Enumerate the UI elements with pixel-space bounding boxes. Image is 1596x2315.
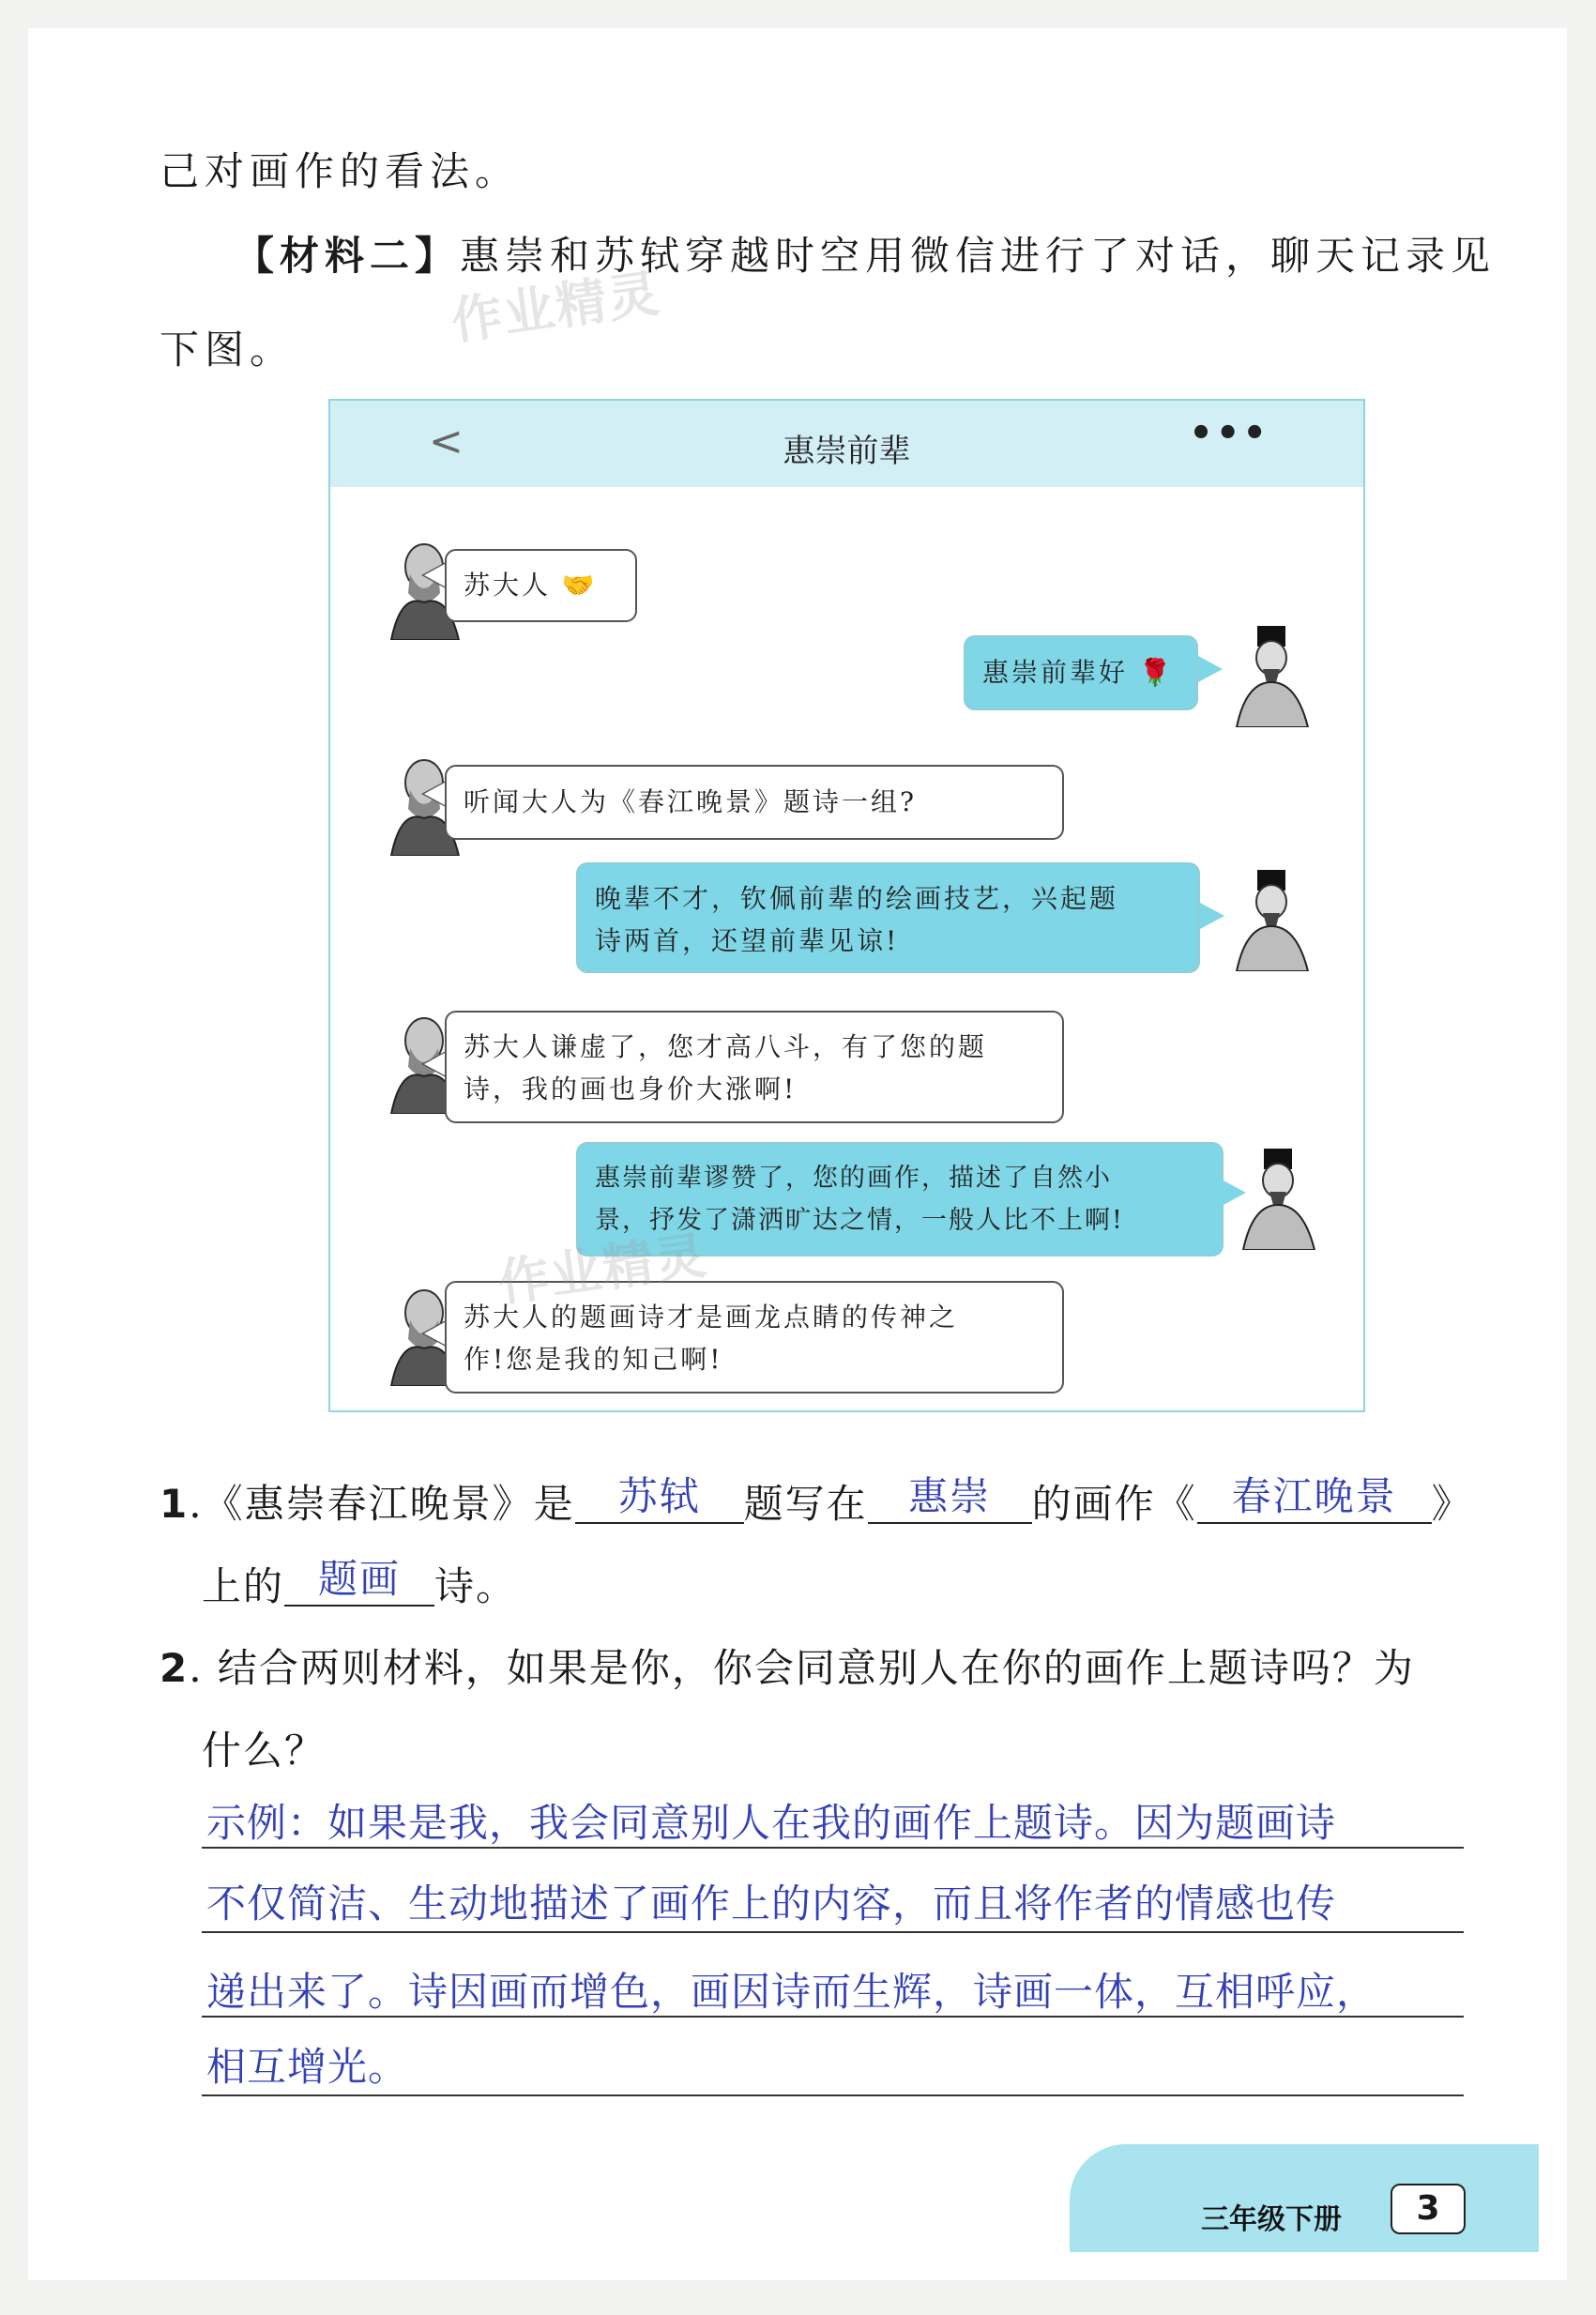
question-1-line-2: [202, 1556, 517, 1614]
message-text-line-2: 诗，我的画也身价大涨啊!: [464, 1074, 798, 1104]
message-bubble-5: [445, 1011, 1064, 1123]
question-text: 题写在: [743, 1481, 868, 1527]
question-text: 诗。: [434, 1563, 518, 1609]
material-text: 惠崇和苏轼穿越时空用微信进行了对话，聊天记录见: [460, 233, 1497, 279]
message-text: 惠崇前辈好 🌹: [982, 657, 1175, 688]
answer-blank-4[interactable]: 题画: [284, 1548, 434, 1607]
watermark: 作业精灵: [448, 263, 664, 352]
answer-rule[interactable]: [202, 1847, 1464, 1849]
answer-line-text-2: 不仅简洁、生动地描述了画作上的内容，而且将作者的情感也传: [206, 1881, 1337, 1927]
question-text: 上的: [202, 1563, 285, 1609]
answer-blank-2[interactable]: 惠崇: [868, 1466, 1032, 1524]
message-text-line-1: 晚辈不才，钦佩前辈的绘画技艺，兴起题: [595, 883, 1119, 914]
avatar-hui-chong: [1229, 868, 1314, 971]
answer-blank-3[interactable]: 春江晚景: [1197, 1466, 1432, 1524]
message-text-line-2: 作!您是我的知己啊!: [464, 1344, 723, 1375]
bubble-tail: [421, 1320, 446, 1347]
page-number: 3: [1391, 2184, 1466, 2234]
answer-line-text-1: 示例：如果是我，我会同意别人在我的画作上题诗。因为题画诗: [206, 1800, 1337, 1846]
avatar-hui-chong: [1236, 1147, 1320, 1250]
bubble-tail: [1198, 656, 1223, 682]
question-text: .《惠崇春江晚景》是: [189, 1481, 575, 1527]
intro-line-3: 下图。: [160, 327, 296, 373]
bubble-tail: [421, 562, 446, 588]
avatar-hui-chong: [1229, 624, 1314, 727]
answer-rule[interactable]: [202, 2094, 1464, 2096]
question-2-line-2: 什么？: [202, 1728, 327, 1774]
answer-blank-1[interactable]: 苏轼: [575, 1466, 744, 1524]
answer-line-text-3: 递出来了。诗因画而增色，画因诗而生辉，诗画一体，互相呼应，: [206, 1969, 1377, 2015]
bubble-tail: [421, 1051, 446, 1077]
message-bubble-1: [445, 549, 637, 622]
question-text: 》: [1431, 1481, 1473, 1527]
message-text-line-1: 苏大人的题画诗才是画龙点睛的传神之: [464, 1302, 959, 1333]
question-2-line-1: [160, 1637, 1415, 1694]
message-text-line-1: 惠崇前辈谬赞了，您的画作，描述了自然小: [595, 1164, 1112, 1193]
message-bubble-3: [445, 765, 1064, 840]
watermark: 作业精灵: [494, 1225, 711, 1314]
intro-line-1: 己对画作的看法。: [160, 148, 521, 194]
more-icon[interactable]: •••: [1189, 412, 1269, 455]
bubble-tail: [1200, 903, 1224, 929]
material-two-paragraph: [235, 225, 1496, 282]
message-bubble-2: [964, 635, 1198, 710]
question-text: 的画作《: [1031, 1481, 1197, 1527]
answer-rule[interactable]: [202, 2016, 1464, 2018]
bubble-tail: [421, 781, 446, 807]
question-2-number: 2: [160, 1645, 190, 1691]
question-1-line-1: [160, 1473, 1473, 1531]
material-label: 【材料二】: [235, 233, 461, 279]
chat-title: 惠崇前辈: [783, 433, 911, 470]
back-icon[interactable]: <: [429, 418, 464, 465]
question-text: . 结合两则材料，如果是你，你会同意别人在你的画作上题诗吗？为: [189, 1645, 1415, 1691]
answer-rule[interactable]: [202, 1931, 1464, 1933]
question-1-number: 1: [160, 1481, 190, 1527]
message-text-line-2: 诗两首，还望前辈见谅!: [595, 925, 900, 956]
chat-header: [330, 401, 1363, 487]
message-bubble-4: [576, 862, 1200, 973]
message-text-line-1: 苏大人谦虚了，您才高八斗，有了您的题: [464, 1031, 988, 1062]
answer-line-text-4: 相互增光。: [206, 2044, 409, 2090]
message-text: 听闻大人为《春江晚景》题诗一组?: [464, 786, 918, 817]
grade-label: 三年级下册: [1201, 2203, 1342, 2236]
message-text-line-2: 景，抒发了潇洒旷达之情，一般人比不上啊!: [595, 1206, 1124, 1235]
chat-window: [328, 399, 1365, 1412]
message-text: 苏大人 🤝: [464, 570, 598, 601]
